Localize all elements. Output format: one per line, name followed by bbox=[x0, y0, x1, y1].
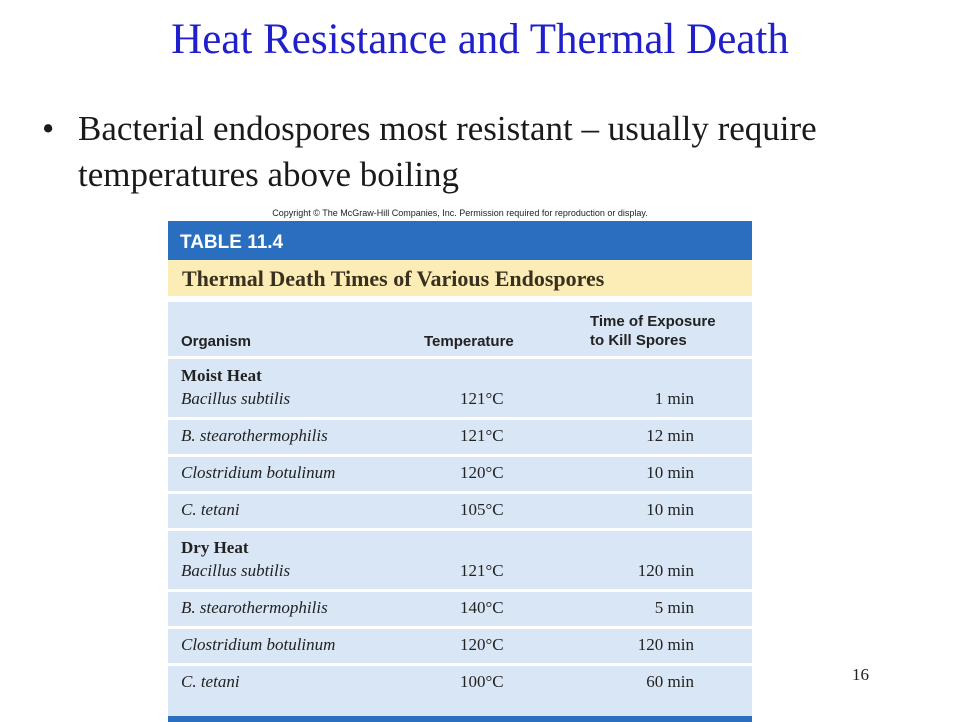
table-row bbox=[168, 666, 752, 700]
temperature-cell: 121°C bbox=[460, 426, 504, 445]
time-cell: 12 min bbox=[646, 426, 694, 445]
header-organism: Organism bbox=[181, 333, 252, 350]
bullet-icon: • bbox=[42, 109, 55, 148]
page-number: 16 bbox=[852, 665, 869, 684]
time-cell: 60 min bbox=[646, 672, 694, 691]
slide-title: Heat Resistance and Thermal Death bbox=[171, 16, 789, 63]
temperature-cell: 105°C bbox=[460, 500, 504, 519]
table-header-row bbox=[168, 302, 752, 359]
time-cell: 120 min bbox=[637, 561, 694, 580]
table-row bbox=[168, 457, 752, 494]
bullet-point bbox=[42, 106, 922, 198]
organism-cell: Clostridium botulinum bbox=[181, 635, 336, 654]
table-row bbox=[168, 420, 752, 457]
organism-cell: B. stearothermophilis bbox=[181, 598, 328, 617]
table-caption: Thermal Death Times of Various Endospores bbox=[168, 260, 752, 302]
time-cell: 120 min bbox=[637, 635, 694, 654]
temperature-cell: 100°C bbox=[460, 672, 504, 691]
organism-cell: Bacillus subtilis bbox=[181, 561, 291, 580]
organism-cell: C. tetani bbox=[181, 500, 240, 519]
group-title: Dry Heat bbox=[181, 538, 249, 557]
organism-cell: Bacillus subtilis bbox=[181, 389, 291, 408]
bullet-text: Bacterial endospores most resistant – usually require temperatures above boiling bbox=[78, 109, 817, 194]
table-row bbox=[168, 494, 752, 531]
header-time bbox=[590, 312, 716, 350]
time-cell: 10 min bbox=[646, 500, 694, 519]
endospore-table bbox=[168, 221, 752, 722]
table-row bbox=[168, 359, 752, 420]
group-title: Moist Heat bbox=[181, 366, 262, 385]
table-row bbox=[168, 592, 752, 629]
header-time-line2: to Kill Spores bbox=[590, 332, 687, 349]
header-time-line1: Time of Exposure bbox=[590, 313, 716, 330]
organism-cell: C. tetani bbox=[181, 672, 240, 691]
table-body bbox=[168, 359, 752, 700]
organism-cell: B. stearothermophilis bbox=[181, 426, 328, 445]
table-row bbox=[168, 531, 752, 592]
temperature-cell: 120°C bbox=[460, 635, 504, 654]
temperature-cell: 140°C bbox=[460, 598, 504, 617]
organism-cell: Clostridium botulinum bbox=[181, 463, 336, 482]
table-label: TABLE 11.4 bbox=[168, 221, 752, 260]
header-temperature: Temperature bbox=[424, 333, 514, 350]
temperature-cell: 121°C bbox=[460, 561, 504, 580]
temperature-cell: 121°C bbox=[460, 389, 504, 408]
time-cell: 1 min bbox=[654, 389, 694, 408]
time-cell: 10 min bbox=[646, 463, 694, 482]
temperature-cell: 120°C bbox=[460, 463, 504, 482]
time-cell: 5 min bbox=[654, 598, 694, 617]
table-row bbox=[168, 629, 752, 666]
copyright-notice: Copyright © The McGraw-Hill Companies, Inc. Permission required for reproduction or display. bbox=[272, 208, 648, 218]
